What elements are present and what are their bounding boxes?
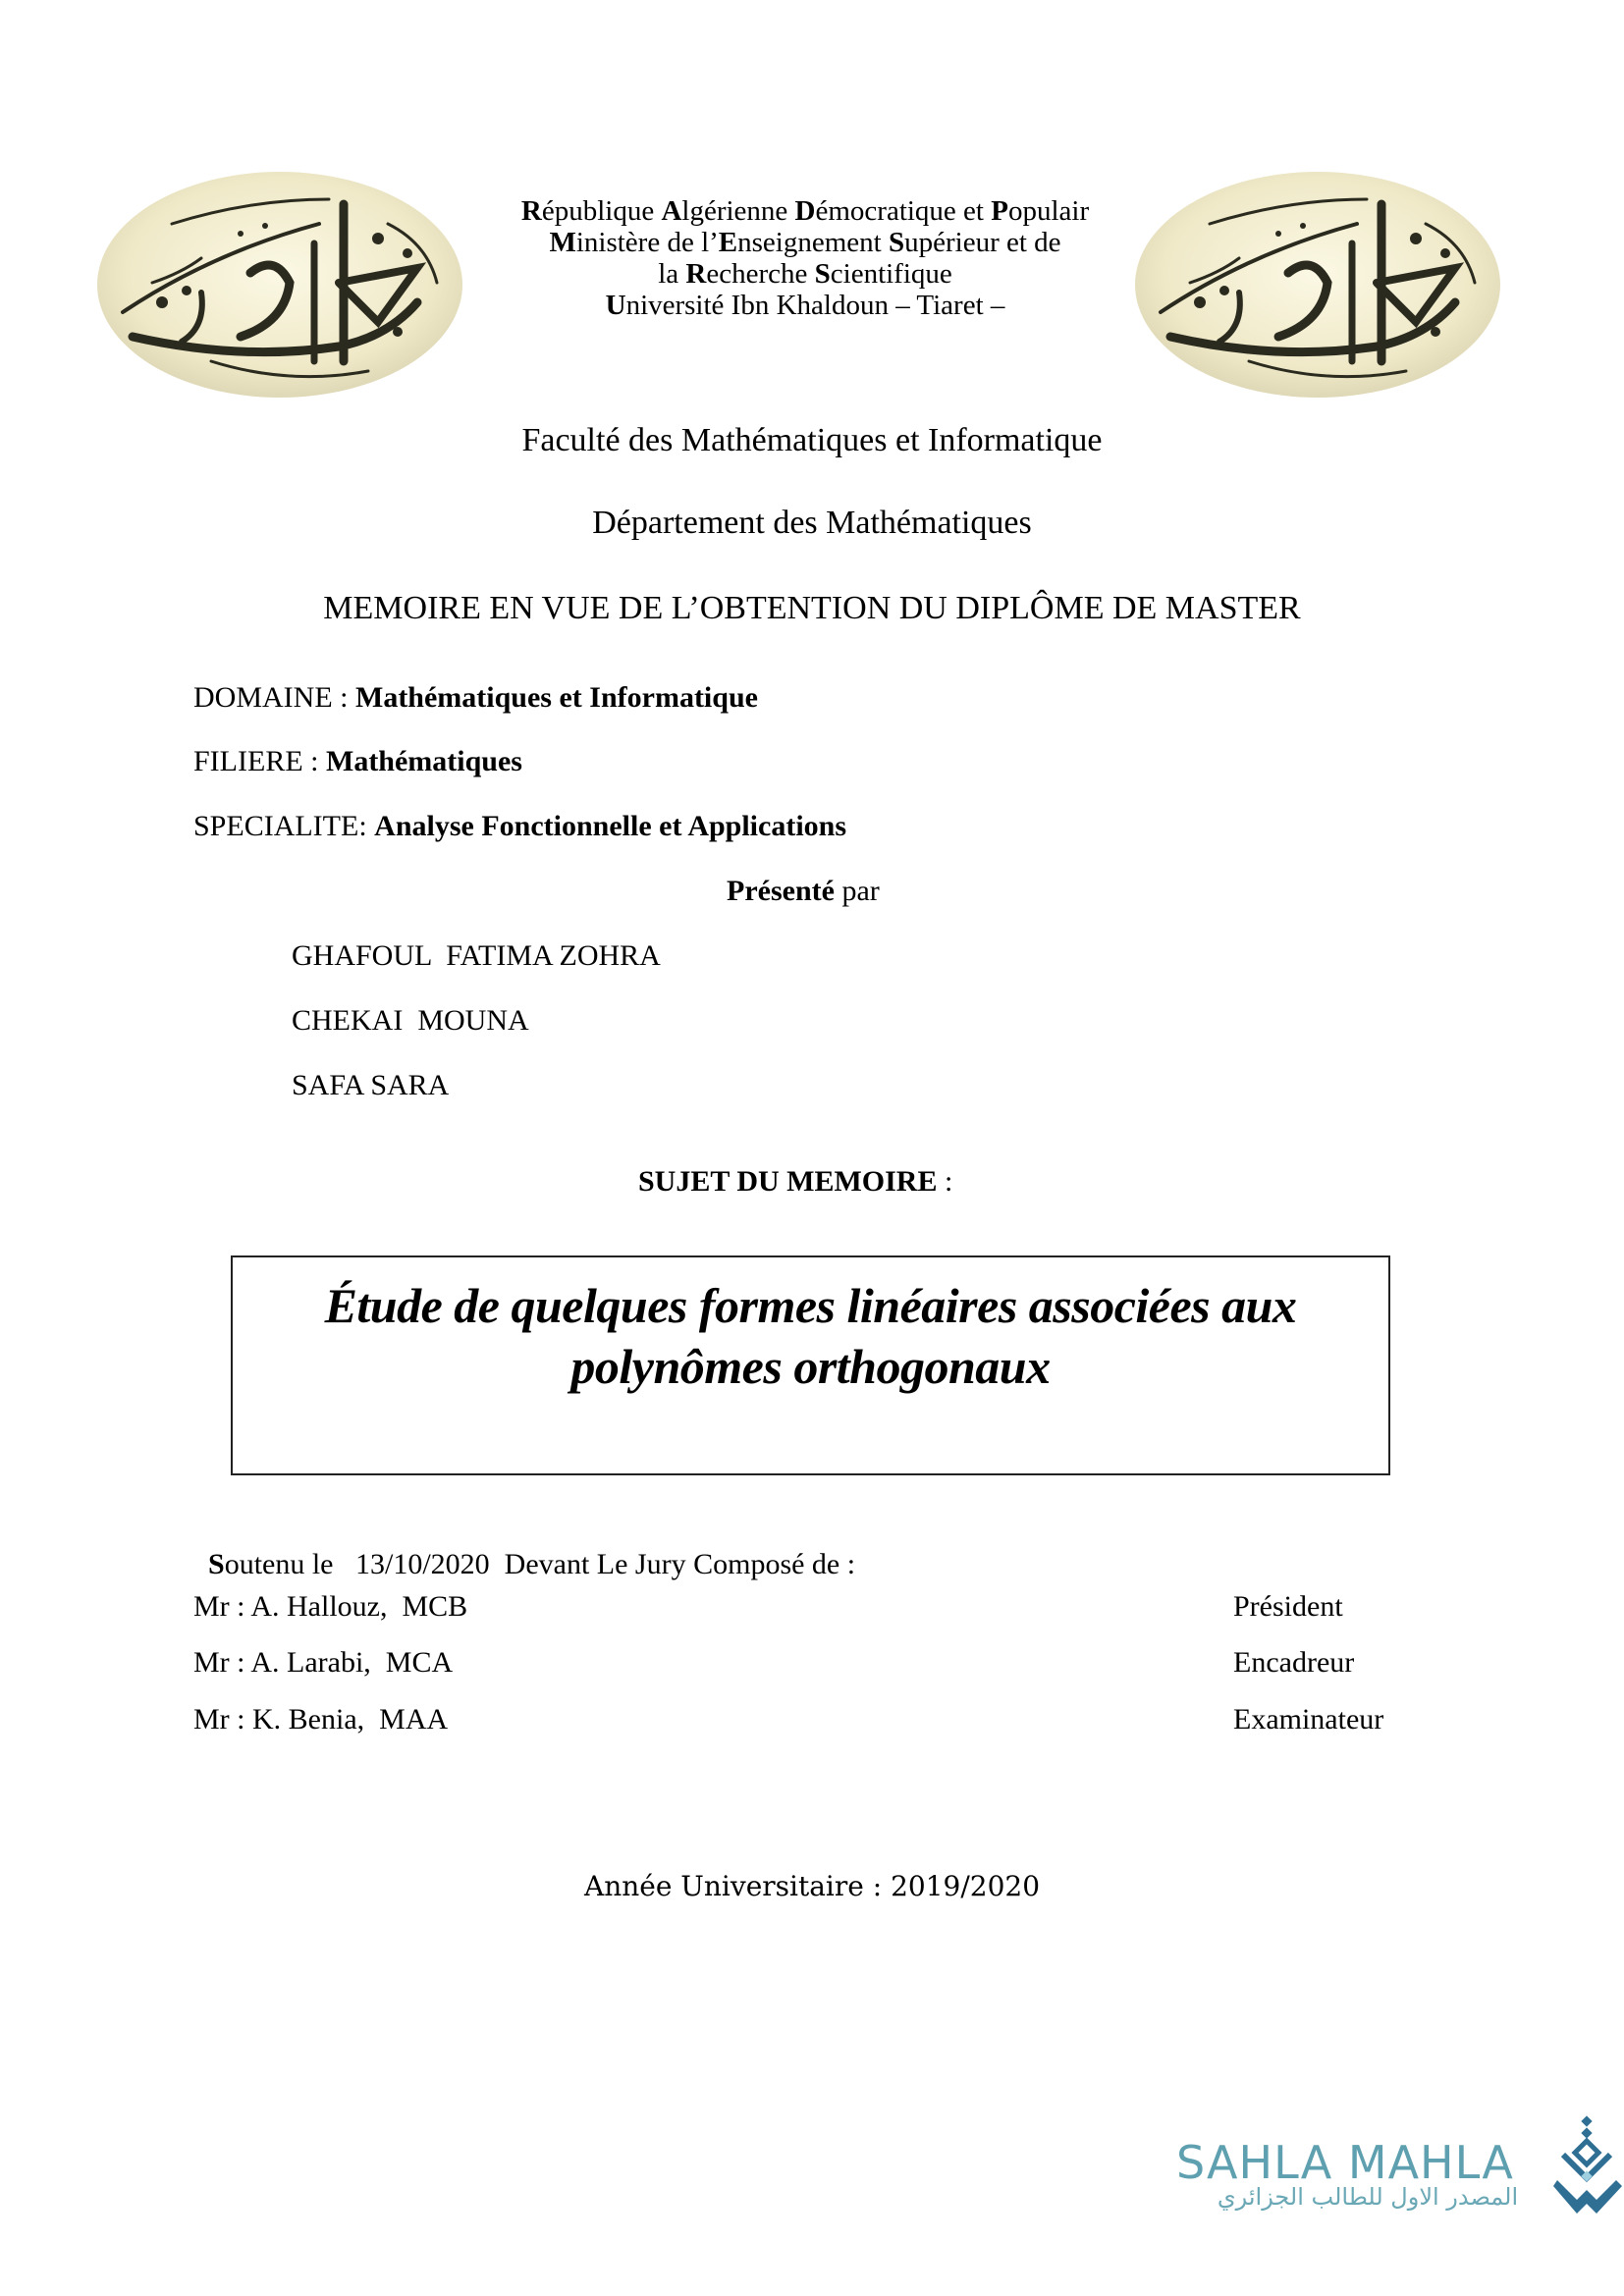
memoire-heading: MEMOIRE EN VUE DE L’OBTENTION DU DIPLÔME DE MASTER <box>323 590 1301 626</box>
initial: S <box>814 258 831 290</box>
student-name: CHEKAI MOUNA <box>292 1004 529 1037</box>
initial: E <box>718 227 738 258</box>
thesis-title-line1: Étude de quelques formes linéaires associées aux <box>324 1278 1297 1333</box>
sahla-mahla-logo-icon <box>1553 2115 1622 2223</box>
watermark-tagline: المصدر الاول للطالب الجزائري <box>1217 2183 1519 2211</box>
header-line-ministry <box>461 227 1149 258</box>
presented-by-rest: par <box>834 875 880 907</box>
header-line-republic <box>461 195 1149 227</box>
text: echerche <box>706 258 815 290</box>
field-label: FILIERE : <box>193 745 326 777</box>
department-name: Département des Mathématiques <box>592 505 1032 541</box>
thesis-title-line2: polynômes orthogonaux <box>570 1339 1051 1394</box>
subject-label-rest: : <box>937 1165 953 1198</box>
institution-header <box>461 195 1149 321</box>
student-name: GHAFOUL FATIMA ZOHRA <box>292 939 661 972</box>
presented-by-bold: Présenté <box>727 875 835 907</box>
presented-by <box>727 877 880 906</box>
field-value: Mathématiques et Informatique <box>355 681 758 714</box>
initial: R <box>520 195 542 227</box>
thesis-title-box <box>231 1255 1390 1475</box>
thesis-title <box>233 1275 1388 1397</box>
initial: R <box>685 258 707 290</box>
text: opulair <box>1007 195 1090 227</box>
field-domaine <box>193 683 758 713</box>
initial: U <box>605 290 626 321</box>
jury-member-name: Mr : K. Benia, MAA <box>193 1703 449 1735</box>
text: émocratique et <box>815 195 992 227</box>
text: upérieur et de <box>904 227 1061 258</box>
field-value: Analyse Fonctionnelle et Applications <box>374 810 847 842</box>
subject-label <box>638 1167 952 1197</box>
field-filiere <box>193 747 522 776</box>
calligraphy-seal-icon <box>93 165 466 400</box>
field-label: DOMAINE : <box>193 681 355 714</box>
faculty-name: Faculté des Mathématiques et Informatique <box>521 422 1103 458</box>
jury-member-role: Président <box>1233 1590 1343 1623</box>
header-line-university <box>461 290 1149 321</box>
university-logo-right <box>1131 165 1504 400</box>
field-value: Mathématiques <box>326 745 522 777</box>
initial: A <box>661 195 682 227</box>
jury-member-name: Mr : A. Larabi, MCA <box>193 1646 454 1679</box>
academic-year: Année Universitaire : 2019/2020 <box>583 1870 1041 1902</box>
initial: M <box>549 227 576 258</box>
text: lgérienne <box>681 195 795 227</box>
text: cientifique <box>830 258 952 290</box>
calligraphy-seal-icon <box>1131 165 1504 400</box>
initial: P <box>991 195 1008 227</box>
jury-member-name: Mr : A. Hallouz, MCB <box>193 1590 468 1623</box>
header-line-research <box>461 258 1149 290</box>
text: niversité Ibn Khaldoun – Tiaret – <box>625 290 1005 321</box>
field-label: SPECIALITE: <box>193 810 375 842</box>
jury-member-role: Encadreur <box>1233 1646 1355 1679</box>
field-specialite <box>193 812 846 841</box>
defense-text: outenu le 13/10/2020 Devant Le Jury Composé de : <box>224 1548 856 1580</box>
university-logo-left <box>93 165 466 400</box>
subject-label-bold: SUJET DU MEMOIRE <box>638 1165 938 1198</box>
defense-info <box>193 1521 855 1579</box>
text: épublique <box>541 195 662 227</box>
student-name: SAFA SARA <box>292 1069 450 1101</box>
jury-member-role: Examinateur <box>1233 1703 1384 1735</box>
text: inistère de l’ <box>575 227 719 258</box>
watermark-brand: SAHLA MAHLA <box>1176 2136 1514 2189</box>
defense-initial: S <box>208 1548 225 1580</box>
initial: D <box>794 195 816 227</box>
initial: S <box>888 227 905 258</box>
text: la <box>658 258 686 290</box>
text: nseignement <box>737 227 889 258</box>
